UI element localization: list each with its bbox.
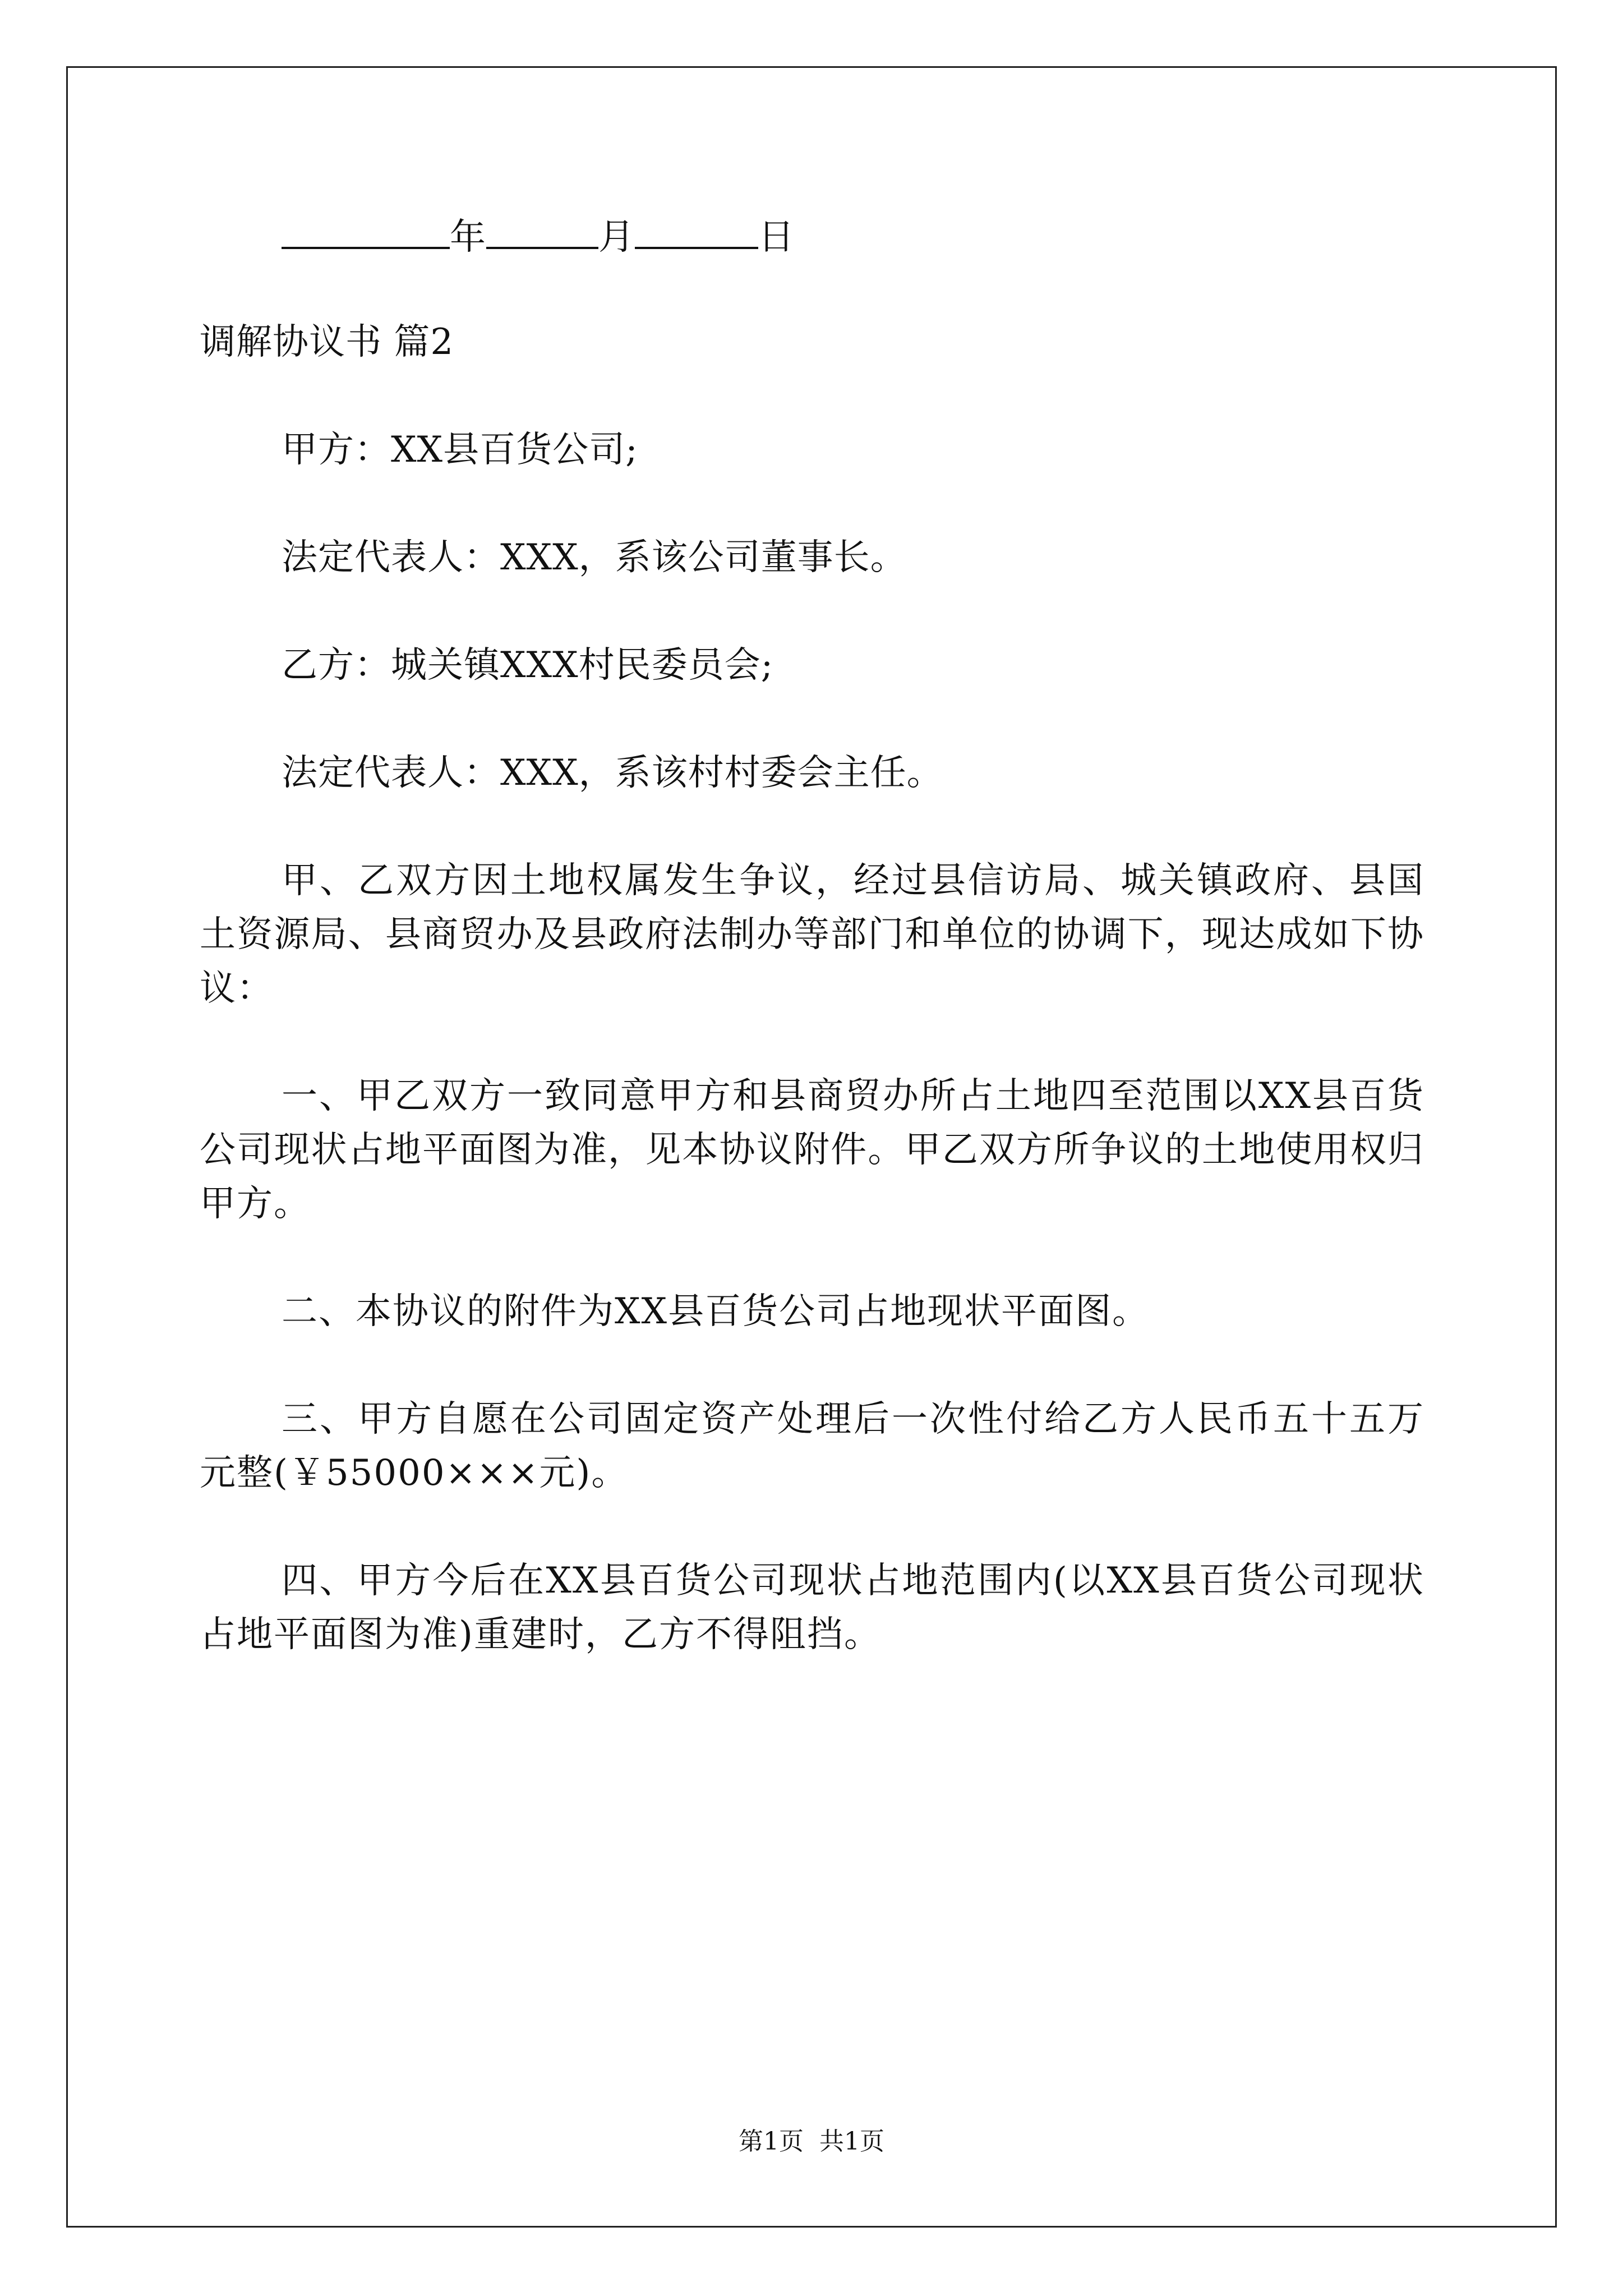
day-blank	[635, 208, 758, 249]
year-label: 年	[450, 217, 486, 258]
intro-paragraph: 甲、乙双方因土地权属发生争议，经过县信访局、城关镇政府、县国土资源局、县商贸办及县政府法制办等部门和单位的协调下，现达成如下协议：	[200, 860, 1424, 1009]
party-a: 甲方：XX县百货公司;	[282, 429, 638, 471]
section-heading: 调解协议书 篇2	[200, 321, 454, 363]
year-blank	[282, 208, 450, 249]
page-footer	[0, 2125, 1623, 2159]
month-blank	[486, 208, 598, 249]
party-b-representative: 法定代表人：XXX，系该村村委会主任。	[282, 752, 943, 794]
day-label: 日	[758, 217, 795, 258]
clause-1: 一、甲乙双方一致同意甲方和县商贸办所占土地四至范围以XX县百货公司现状占地平面图为准，见本协议附件。甲乙双方所争议的土地使用权归甲方。	[200, 1075, 1424, 1225]
party-a-representative: 法定代表人：XXX，系该公司董事长。	[282, 537, 907, 578]
clause-2: 二、本协议的附件为XX县百货公司占地现状平面图。	[282, 1291, 1150, 1332]
clause-3: 三、甲方自愿在公司固定资产处理后一次性付给乙方人民币五十五万元整(￥55000×××元)。	[200, 1398, 1424, 1494]
clause-4: 四、甲方今后在XX县百货公司现状占地范围内(以XX县百货公司现状占地平面图为准)重建时，乙方不得阻挡。	[200, 1560, 1424, 1655]
date-line	[200, 208, 1424, 261]
month-label: 月	[598, 217, 635, 258]
document-body	[200, 208, 1424, 1715]
page-total: 共1页	[819, 2127, 884, 2156]
page-number: 第1页	[739, 2127, 804, 2156]
party-b: 乙方：城关镇XXX村民委员会;	[282, 645, 774, 686]
